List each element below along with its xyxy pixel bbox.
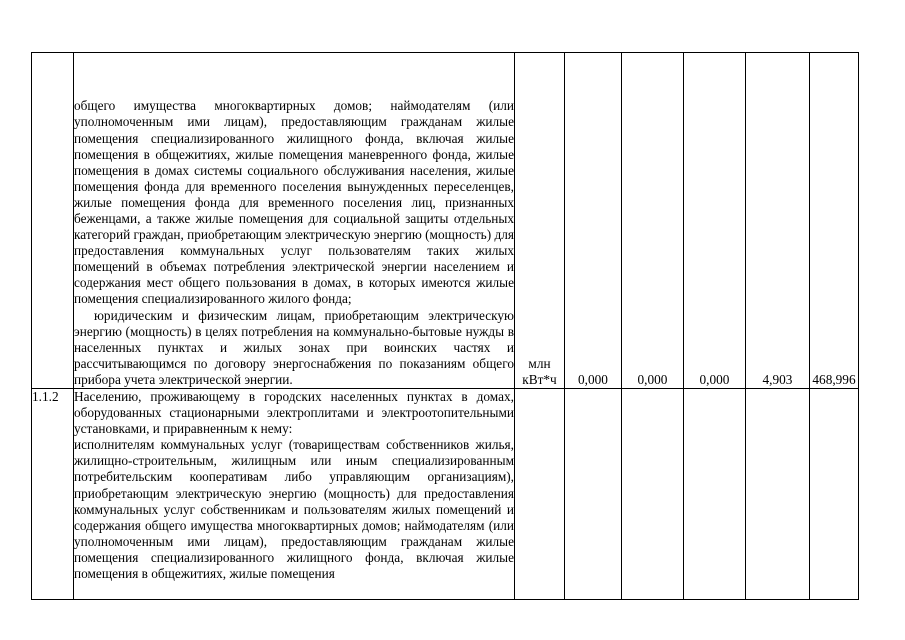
value-cell: 0,000: [565, 53, 622, 389]
description-paragraph: Населению, проживающему в городских населенных пунктах в домах, оборудованных стационарными электроплитами и электроотопительными установками, и приравненным к нему:: [74, 389, 514, 437]
unit-cell: [515, 389, 565, 600]
description-paragraph: исполнителям коммунальных услуг (товариществам собственников жилья, жилищно-строительным, жилищным или иным специализированным потребительским кооперативам либо управляющим организациям), приобретающим электрическую энергию (мощность) для предоставления коммунальных услуг собственникам и пользователям жилых помещений и содержания общего имущества многоквартирных домов; наймодателям (или уполномоченным ими лицам), предоставляющим гражданам жилые помещения специализированного жилищного фонда, включая жилые помещения в общежитиях, жилые помещения: [74, 437, 514, 582]
row-number: 1.1.2: [32, 389, 74, 600]
value-cell: [565, 389, 622, 600]
row-description: [74, 53, 515, 389]
value-cell: [810, 389, 859, 600]
unit-cell: млн кВт*ч: [515, 53, 565, 389]
description-paragraph: юридическим и физическим лицам, приобретающим электрическую энергию (мощность) в целях потребления на коммунально-бытовые нужды в населенных пунктах и жилых зонах при воинских частях и рассчитывающимся по договору энергоснабжения по показаниям общего прибора учета электрической энергии.: [74, 307, 514, 387]
value-cell: [684, 389, 746, 600]
table-row: [32, 389, 859, 600]
value-cell: 0,000: [684, 53, 746, 389]
tariff-table: [31, 52, 859, 600]
row-number: [32, 53, 74, 389]
value-cell: [746, 389, 810, 600]
row-description: [74, 389, 515, 600]
value-cell: 0,000: [622, 53, 684, 389]
value-cell: [622, 389, 684, 600]
table-row: [32, 53, 859, 389]
description-paragraph: общего имущества многоквартирных домов; наймодателям (или уполномоченным ими лицам), предоставляющим гражданам жилые помещения специализированного жилищного фонда, включая жилые помещения в общежитиях, жилые помещения маневренного фонда, жилые помещения в домах системы социального обслуживания населения, жилые помещения фонда для временного поселения вынужденных переселенцев, жилые помещения фонда для временного поселения лиц, признанных беженцами, а также жилые помещения для социальной защиты отдельных категорий граждан, приобретающим электрическую энергию (мощность) для предоставления коммунальных услуг пользователям таких жилых помещений в объемах потребления электрической энергии населением и содержания мест общего пользования в домах, в которых имеются жилые помещения специализированного жилого фонда;: [74, 98, 514, 307]
value-cell: 468,996: [810, 53, 859, 389]
value-cell: 4,903: [746, 53, 810, 389]
